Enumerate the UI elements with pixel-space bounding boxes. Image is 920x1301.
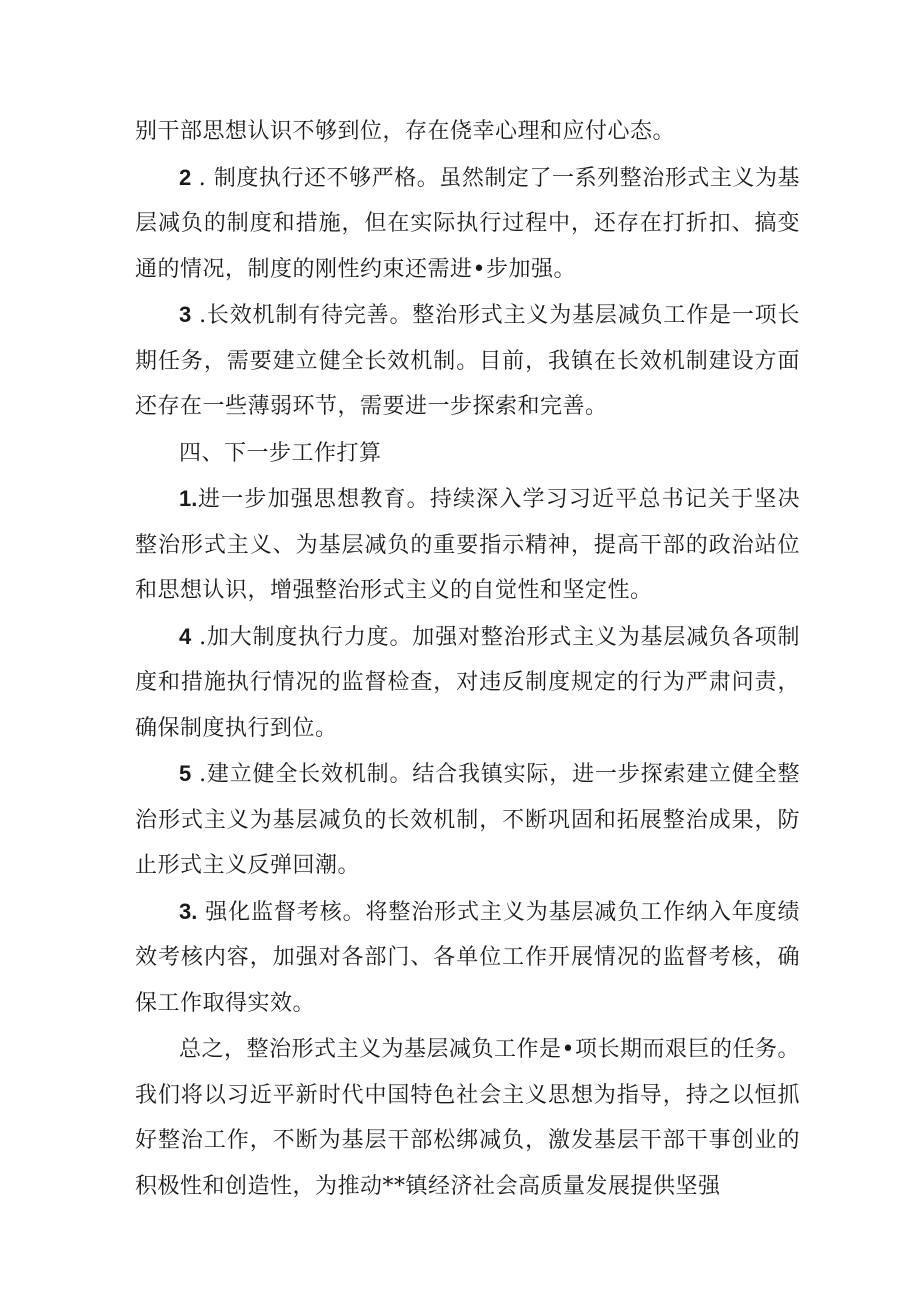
paragraph-3 <box>135 292 800 430</box>
paragraph-number: 3. <box>179 898 198 924</box>
paragraph-number: 3 <box>179 302 192 327</box>
paragraph-1 <box>135 108 800 155</box>
paragraph-8 <box>135 889 800 1027</box>
paragraph-9 <box>135 1026 800 1209</box>
paragraph-number: 2 <box>179 164 192 190</box>
document-body <box>135 108 800 1209</box>
paragraph-7 <box>135 751 800 889</box>
paragraph-text: 总之，整治形式主义为基层减负工作是•项长期而艰巨的任务。我们将以习近平新时代中国特色社会主义思想为指导，持之以恒抓好整治工作，不断为基层干部松绑减负，激发基层干部干事创业的积极性和创造性，为推动**镇经济社会高质量发展提供坚强 <box>135 1037 800 1199</box>
paragraph-number: 1. <box>179 486 198 511</box>
paragraph-text: .长效机制有待完善。整治形式主义为基层减负工作是一项长期任务，需要建立健全长效机制。目前，我镇在长效机制建设方面还存在一些薄弱环节，需要进一步探索和完善。 <box>135 303 800 419</box>
paragraph-2 <box>135 155 800 293</box>
paragraph-text: .建立健全长效机制。结合我镇实际，进一步探索建立健全整治形式主义为基层减负的长效机制，不断巩固和拓展整治成果，防止形式主义反弹回潮。 <box>135 762 800 878</box>
paragraph-text: 进一步加强思想教育。持续深入学习习近平总书记关于坚决整治形式主义、为基层减负的重要指示精神，提高干部的政治站位和思想认识，增强整治形式主义的自觉性和坚定性。 <box>135 487 800 603</box>
paragraph-text: 别干部思想认识不够到位，存在侥幸心理和应付心态。 <box>135 119 676 144</box>
paragraph-text: 四、下一步工作打算 <box>179 440 382 466</box>
paragraph-5 <box>135 476 800 614</box>
paragraph-6 <box>135 614 800 752</box>
paragraph-number: 5 <box>179 761 192 786</box>
paragraph-text: .加大制度执行力度。加强对整治形式主义为基层减负各项制度和措施执行情况的监督检查，对违反制度规定的行为严肃问责，确保制度执行到位。 <box>135 624 800 741</box>
paragraph-number: 4 <box>179 623 192 649</box>
paragraph-text: 强化监督考核。将整治形式主义为基层减负工作纳入年度绩效考核内容，加强对各部门、各单位工作开展情况的监督考核，确保工作取得实效。 <box>135 899 800 1016</box>
section-heading <box>135 430 800 477</box>
paragraph-text: . 制度执行还不够严格。虽然制定了一系列整治形式主义为基层减负的制度和措施，但在实际执行过程中，还存在打折扣、搞变通的情况，制度的刚性约束还需进•步加强。 <box>135 165 800 282</box>
